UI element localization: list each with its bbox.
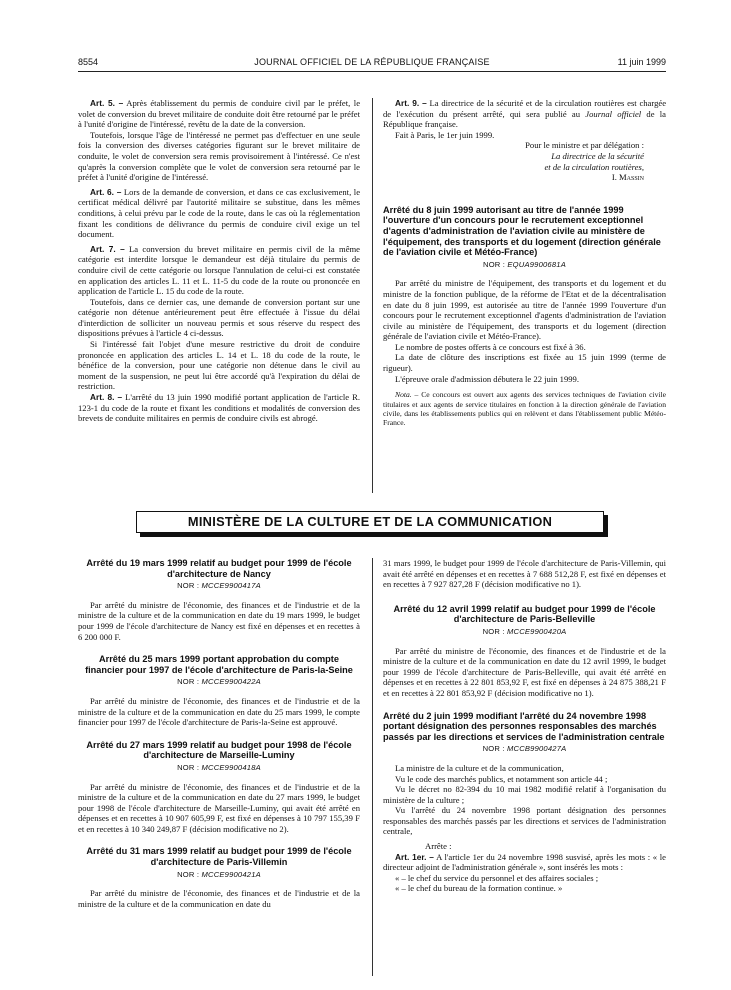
paris-belleville-body: Par arrêté du ministre de l'économie, des finances et de l'industrie et de la ministre de la culture et de la communication en date du 12 avril 1999, le budget pour 1999 de l'école d'architecture de Paris-Belleville, qui avait été arrêté en dépenses et en recettes à 22 801 853,92 F, est fixé en dépenses à 24 875 388,21 F et en recettes à 22 801 853,92 F (décision modificative no 1).	[383, 645, 666, 698]
arrete-title-paris-la-seine: Arrêté du 25 mars 1999 portant approbation du compte financier pour 1997 de l'école d'architecture de Paris-la-Seine	[85, 654, 353, 675]
article-8: Art. 8. – L'arrêté du 13 juin 1990 modifié portant application de l'article R. 123-1 du code de la route et fixant les conditions et modalités de conversion des brevets de conduite militaires en permis de conduire civils est abrogé.	[78, 392, 360, 424]
article-9: Art. 9. – La directrice de la sécurité et de la circulation routières est chargée de l'exécution du présent arrêté, qui sera publié au Journal officiel de la République française.	[383, 98, 667, 130]
column-divider-bottom	[372, 558, 373, 976]
nota-note: Nota. – Ce concours est ouvert aux agents des services techniques de l'aviation civile titulaires et aux agents de service titulaires en fonction à la direction générale de l'aviation civile, dans les établissements publics qui en relèvent et dans l'établissement public Météo-France.	[383, 390, 666, 428]
paris-la-seine-body: Par arrêté du ministre de l'économie, des finances et de l'industrie et de la ministre de la culture et de la communication en date du 25 mars 1999, le compte financier pour 1997 de l'école d'architecture de Paris-la-Seine est approuvé.	[78, 695, 360, 728]
marches-para-1: La ministre de la culture et de la communication,	[395, 762, 564, 773]
nor-reference: NOR : MCCE9900421A	[177, 869, 261, 879]
nor-reference: NOR : MCCE9900422A	[177, 677, 261, 687]
article-5: Art. 5. – Après établissement du permis de conduire civil par le préfet, le volet de conversion du brevet militaire de conduite doit être retourné par le préfet à l'unité d'origine de l'intéressé, revêtu de la date de la conversion.	[78, 98, 361, 130]
journal-title: JOURNAL OFFICIEL DE LA RÉPUBLIQUE FRANÇAISE	[254, 57, 490, 67]
quote-line-2: « – le chef du bureau de la formation continue. »	[395, 883, 563, 894]
marches-para-3: Vu le décret no 82-394 du 10 mai 1982 modifié relatif à l'organisation du ministère de la culture ;	[383, 784, 666, 805]
done-at-paris: Fait à Paris, le 1er juin 1999.	[395, 129, 495, 140]
marches-para-2: Vu le code des marchés publics, et notamment son article 44 ;	[395, 773, 608, 784]
article-7-para-3: Si l'intéressé fait l'objet d'une mesure restrictive du droit de conduire prononcée en application des articles L. 14 et L. 18 du code de la route, le bénéfice de la conversion, pour une catégorie non détenue dans le civil au moment de la suspension, ne peut lui être accordé qu'à l'expiration du délai de restriction.	[78, 339, 360, 392]
arrete-title-paris-belleville: Arrêté du 12 avril 1999 relatif au budget pour 1999 de l'école d'architecture de Paris-Belleville	[393, 603, 656, 625]
issue-date: 11 juin 1999	[617, 57, 666, 67]
signatory-name: I. Massin	[611, 172, 644, 183]
arrete-keyword: Arrête :	[425, 841, 452, 852]
nor-reference: NOR : MCCE9900420A	[482, 626, 567, 636]
top-left-column	[78, 98, 360, 424]
arrete-title-marseille: Arrêté du 27 mars 1999 relatif au budget pour 1998 de l'école d'architecture de Marseille-Luminy	[86, 739, 352, 761]
arrete-title-aviation: Arrêté du 8 juin 1999 autorisant au titre de l'année 1999 l'ouverture d'un concours pour le recrutement exceptionnel d'agents d'administration de l'aviation civile au ministère de l'équipement, des transports et du logement (direction générale de l'aviation civile et Météo-France)	[383, 204, 661, 258]
nor-reference: NOR : MCCE9900418A	[177, 762, 261, 772]
article-7: Art. 7. – La conversion du brevet militaire en permis civil de la même catégorie est interdite lorsque le demandeur est déjà titulaire du permis de conduire civil de cette catégorie ou lorsque l'annulation de celui-ci est constatée en application des articles L. 11 et L. 11-5 du code de la route ou prononcée en application de l'article L. 15 du code de la route.	[78, 243, 361, 297]
aviation-para-3: La date de clôture des inscriptions est fixée au 15 juin 1999 (terme de rigueur).	[383, 352, 666, 374]
marches-para-4: Vu l'arrêté du 24 novembre 1998 portant désignation des personnes responsables des marchés passés par les directions et services de l'administration centrale,	[383, 805, 666, 837]
column-divider-top	[372, 98, 373, 493]
ministry-banner	[133, 511, 608, 537]
marseille-body: Par arrêté du ministre de l'économie, des finances et de l'industrie et de la ministre de la culture et de la communication en date du 27 mars 1999, le budget pour 1998 de l'école d'architecture de Marseille-Luminy, qui avait été arrêté en dépenses et en recettes à 10 907 605,99 F, est fixé en dépenses à 10 797 155,39 F et en recettes à 10 340 249,87 F (décision modificative no 2).	[78, 781, 360, 834]
arrete-title-nancy: Arrêté du 19 mars 1999 relatif au budget pour 1999 de l'école d'architecture de Nancy	[86, 558, 352, 579]
paris-villemin-body: Par arrêté du ministre de l'économie, des finances et de l'industrie et de la ministre de la culture et de la communication en date du	[78, 888, 360, 909]
top-right-column	[383, 98, 666, 428]
signature-block: Pour le ministre et par délégation : La directrice de la sécurité et de la circulation routières, I. Massin	[383, 140, 666, 182]
page-number: 8554	[78, 57, 99, 67]
arrete-title-marches: Arrêté du 2 juin 1999 modifiant l'arrêté du 24 novembre 1998 portant désignation des personnes responsables des marchés passés par les directions et services de l'administration centrale	[383, 710, 665, 742]
banner-title: MINISTÈRE DE LA CULTURE ET DE LA COMMUNICATION	[136, 511, 604, 533]
aviation-para-2: Le nombre de postes offerts à ce concours est fixé à 36.	[395, 341, 586, 352]
article-6: Art. 6. – Lors de la demande de conversion, et dans ce cas exclusivement, le certificat médical délivré par l'autorité militaire se substitue, dans les mêmes conditions, à celui prévu par le code de la route, dans le cas où la réglementation fixant les conditions de délivrance du permis de conduire civil exige un tel document.	[78, 186, 361, 240]
paris-villemin-body-cont: 31 mars 1999, le budget pour 1999 de l'école d'architecture de Paris-Villemin, qui avait été arrêté en dépenses et en recettes à 7 688 512,28 F, est fixé en dépenses et en recettes à 7 927 827,28 F (décision modificative no 1).	[383, 558, 666, 590]
nor-reference: NOR : MCCE9900417A	[177, 581, 261, 591]
nor-reference: NOR : EQUA9900681A	[483, 259, 566, 269]
aviation-para-1: Par arrêté du ministre de l'équipement, des transports et du logement et du ministre de la fonction publique, de la réforme de l'Etat et de la décentralisation en date du 8 juin 1999, est autorisée au titre de l'année 1999 l'ouverture d'un concours pour le recrutement exceptionnel d'agents d'administration de l'aviation civile au ministère de l'équipement, des transports et du logement (direction générale de l'aviation civile et Météo-France).	[383, 278, 666, 342]
nor-reference: NOR : MCCB9900427A	[482, 744, 567, 754]
header-rule	[78, 71, 666, 72]
article-5-para-2: Toutefois, lorsque l'âge de l'intéressé ne permet pas d'effectuer en une seule fois la conversion des diverses catégories figurant sur le brevet militaire de conduite, le volet de conversion sera remis provisoirement à l'intéressé. Ce n'est qu'après la conversion complète que le volet de conversion sera retourné par le préfet à l'unité d'origine de l'intéressé.	[78, 129, 360, 183]
nancy-body: Par arrêté du ministre de l'économie, des finances et de l'industrie et de la ministre de la culture et de la communication en date du 19 mars 1999, le budget pour 1999 de l'école d'architecture de Nancy est fixé en dépenses et en recettes à 6 200 000 F.	[78, 599, 360, 642]
aviation-para-4: L'épreuve orale d'admission débutera le 22 juin 1999.	[395, 373, 579, 384]
marches-art-1: Art. 1er. – A l'article 1er du 24 novembre 1998 susvisé, après les mots : « le directeur adjoint de l'administration générale », sont insérés les mots :	[383, 851, 666, 873]
bottom-left-column	[78, 558, 360, 909]
quote-line-1: « – le chef du service du personnel et des affaires sociales ;	[395, 872, 599, 883]
article-7-para-2: Toutefois, dans ce dernier cas, une demande de conversion portant sur une catégorie non détenue antérieurement peut être effectuée à l'issue du délai d'interdiction de solliciter un nouveau permis et sous réserve du respect des dispositions prévues à l'article 4 ci-dessus.	[78, 296, 360, 339]
arrete-title-paris-villemin: Arrêté du 31 mars 1999 relatif au budget pour 1999 de l'école d'architecture de Paris-Villemin	[86, 846, 352, 868]
bottom-right-column	[383, 558, 666, 894]
page-header	[78, 55, 666, 69]
